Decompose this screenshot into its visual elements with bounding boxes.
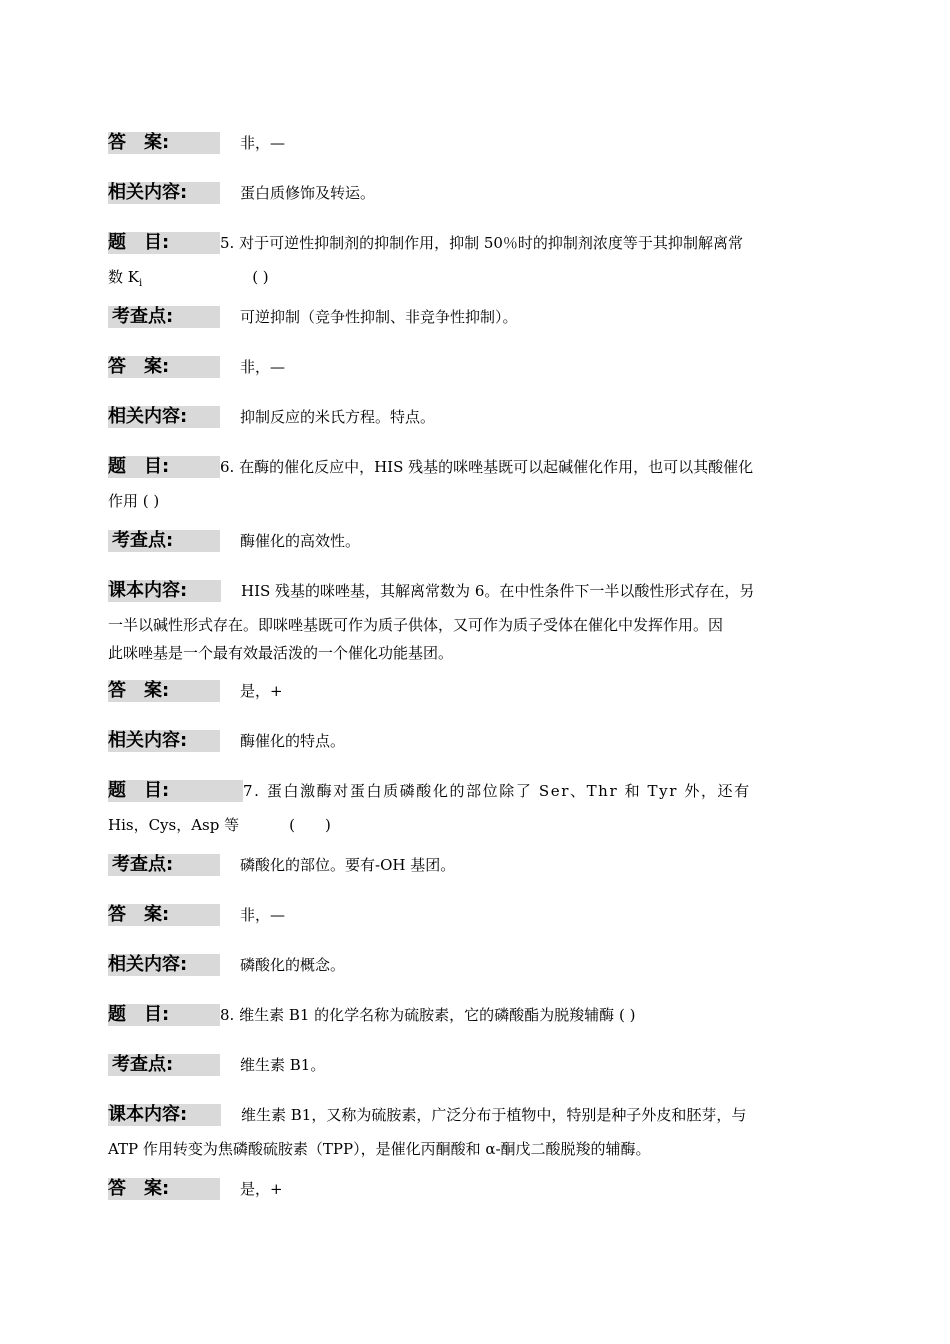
question-row (108, 232, 843, 295)
question-continuation: 作用 ( ) (108, 492, 160, 510)
related-content-row (108, 954, 843, 976)
answer-blank: ( ) (252, 268, 269, 286)
related-content-row (108, 406, 843, 428)
question-label: 题 目: (108, 232, 220, 254)
answer-row (108, 904, 843, 926)
answer-row (108, 132, 843, 154)
question-text: 7. 蛋白激酶对蛋白质磷酸化的部位除了 Ser、Thr 和 Tyr 外，还有 (243, 782, 751, 800)
exam-point-label: 考查点: (108, 530, 220, 552)
exam-point-row (108, 306, 843, 328)
question-text: 8. 维生素 B1 的化学名称为硫胺素，它的磷酸酯为脱羧辅酶 ( ) (220, 1006, 636, 1024)
question-continuation: 数 $K_i$ ( ) (108, 268, 269, 289)
textbook-content-line-2: ATP 作用转变为焦磷酸硫胺素（TPP），是催化丙酮酸和 α-酮戊二酸脱羧的辅酶。 (108, 1140, 651, 1158)
answer-label: 答 案: (108, 904, 220, 926)
answer-row (108, 356, 843, 378)
answer-text: 非，— (240, 906, 286, 924)
exam-point-label: 考查点: (108, 1054, 220, 1076)
exam-point-row (108, 530, 843, 552)
question-label: 题 目: (108, 780, 243, 802)
textbook-content-row (108, 1104, 843, 1160)
related-content-text: 磷酸化的概念。 (240, 956, 346, 974)
related-content-label: 相关内容: (108, 954, 220, 976)
exam-point-row (108, 1054, 843, 1076)
related-content-text: 蛋白质修饰及转运。 (240, 184, 376, 202)
answer-text: 非，— (240, 134, 286, 152)
question-label: 题 目: (108, 456, 220, 478)
answer-text: 是，+ (240, 1180, 283, 1198)
textbook-content-text: HIS 残基的咪唑基，其解离常数为 6。在中性条件下一半以酸性形式存在，另 (241, 582, 755, 600)
answer-row (108, 680, 843, 702)
related-content-text: 抑制反应的米氏方程。特点。 (240, 408, 436, 426)
textbook-content-label: 课本内容: (108, 580, 221, 602)
exam-point-label: 考查点: (108, 854, 220, 876)
textbook-content-label: 课本内容: (108, 1104, 221, 1126)
question-row (108, 780, 843, 836)
related-content-text: 酶催化的特点。 (240, 732, 346, 750)
textbook-content-line-3: 此咪唑基是一个最有效最活泼的一个催化功能基团。 (108, 644, 454, 662)
answer-label: 答 案: (108, 356, 220, 378)
related-content-row (108, 730, 843, 752)
question-text: 6. 在酶的催化反应中，HIS 残基的咪唑基既可以起碱催化作用，也可以其酸催化 (220, 458, 754, 476)
related-content-row (108, 182, 843, 204)
textbook-content-row (108, 580, 843, 664)
related-content-label: 相关内容: (108, 182, 220, 204)
related-content-label: 相关内容: (108, 730, 220, 752)
question-label: 题 目: (108, 1004, 220, 1026)
textbook-content-text: 维生素 B1，又称为硫胺素，广泛分布于植物中，特别是种子外皮和胚芽，与 (241, 1106, 747, 1124)
answer-row (108, 1178, 843, 1200)
exam-point-row (108, 854, 843, 876)
answer-label: 答 案: (108, 132, 220, 154)
question-text: 5. 对于可逆性抑制剂的抑制作用，抑制 50％时的抑制剂浓度等于其抑制解离常 (220, 234, 743, 252)
question-row (108, 456, 843, 512)
exam-point-text: 酶催化的高效性。 (240, 532, 361, 550)
question-continuation: His，Cys，Asp 等 ( ) (108, 816, 331, 834)
answer-text: 非，— (240, 358, 286, 376)
answer-label: 答 案: (108, 680, 220, 702)
exam-point-text: 可逆抑制（竞争性抑制、非竞争性抑制）。 (240, 308, 518, 326)
answer-blank: ( ) (289, 816, 331, 834)
exam-point-text: 磷酸化的部位。要有-OH 基团。 (240, 856, 456, 874)
exam-point-label: 考查点: (108, 306, 220, 328)
textbook-content-line-2: 一半以碱性形式存在。即咪唑基既可作为质子供体，又可作为质子受体在催化中发挥作用。因 (108, 616, 724, 634)
question-row (108, 1004, 843, 1026)
exam-point-text: 维生素 B1。 (240, 1056, 326, 1074)
related-content-label: 相关内容: (108, 406, 220, 428)
answer-label: 答 案: (108, 1178, 220, 1200)
answer-text: 是，+ (240, 682, 283, 700)
